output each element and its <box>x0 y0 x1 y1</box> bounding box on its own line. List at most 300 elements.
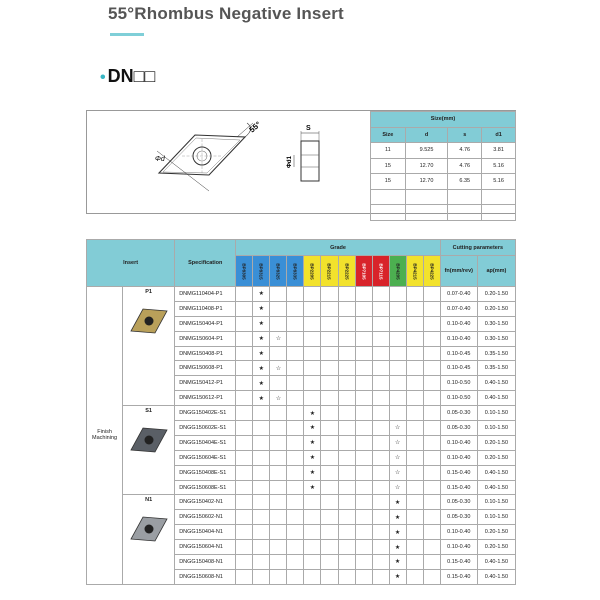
grade-mark-cell: ☆ <box>389 480 406 495</box>
grade-mark-cell <box>372 555 389 570</box>
specification-header: Specification <box>175 240 236 287</box>
grade-mark-cell <box>423 435 440 450</box>
grade-mark-cell <box>355 421 372 436</box>
grade-mark-cell <box>406 555 423 570</box>
grade-mark-cell: ★ <box>304 465 321 480</box>
specification-cell: DNGG150602E-S1 <box>175 421 236 436</box>
grade-mark-cell <box>355 450 372 465</box>
grade-mark-cell <box>338 495 355 510</box>
grade-mark-cell <box>304 495 321 510</box>
grade-mark-cell <box>389 376 406 391</box>
grade-mark-cell: ★ <box>389 555 406 570</box>
grade-mark-cell <box>321 301 338 316</box>
grade-mark-cell <box>355 569 372 584</box>
grade-mark-cell <box>355 540 372 555</box>
table-row <box>87 495 516 510</box>
grade-mark-cell <box>321 435 338 450</box>
grade-mark-cell <box>253 435 270 450</box>
grade-mark-cell <box>372 450 389 465</box>
grade-mark-cell <box>423 555 440 570</box>
grade-mark-cell: ★ <box>304 480 321 495</box>
specification-cell: DNGG150608E-S1 <box>175 480 236 495</box>
grade-mark-cell <box>270 316 287 331</box>
grade-mark-cell <box>372 376 389 391</box>
grade-mark-cell <box>321 361 338 376</box>
grade-mark-cell <box>287 376 304 391</box>
grade-mark-cell <box>338 287 355 302</box>
grade-mark-cell <box>253 569 270 584</box>
table-row <box>371 205 516 221</box>
grade-column-header <box>389 256 406 287</box>
grade-mark-cell <box>423 540 440 555</box>
grade-mark-cell <box>423 465 440 480</box>
grade-mark-cell: ☆ <box>270 361 287 376</box>
grade-mark-cell <box>338 435 355 450</box>
grade-mark-cell <box>236 525 253 540</box>
grade-mark-cell <box>389 287 406 302</box>
grade-mark-cell <box>406 510 423 525</box>
grade-mark-cell <box>389 406 406 421</box>
grade-mark-cell <box>304 287 321 302</box>
grade-name: BP2225 <box>344 262 350 280</box>
grade-mark-cell <box>406 435 423 450</box>
grade-mark-cell <box>338 421 355 436</box>
section-title <box>100 66 155 87</box>
grade-mark-cell <box>236 569 253 584</box>
grade-mark-cell: ★ <box>304 435 321 450</box>
grade-mark-cell <box>321 480 338 495</box>
insert-group-cell <box>123 287 175 406</box>
insert-group-label: S1 <box>145 408 152 415</box>
grade-mark-cell <box>287 435 304 450</box>
grade-mark-cell: ☆ <box>389 465 406 480</box>
table-row <box>371 174 516 190</box>
ap-cell: 0.20-1.50 <box>477 435 515 450</box>
grade-mark-cell <box>338 316 355 331</box>
fn-cell: 0.07-0.40 <box>440 301 477 316</box>
grade-mark-cell <box>389 316 406 331</box>
grade-mark-cell <box>287 361 304 376</box>
grade-mark-cell <box>338 510 355 525</box>
table-row <box>371 143 516 159</box>
grade-mark-cell <box>270 525 287 540</box>
grade-mark-cell <box>355 435 372 450</box>
grade-mark-cell <box>406 525 423 540</box>
specification-cell: DNGG150402E-S1 <box>175 406 236 421</box>
grade-column-header <box>287 256 304 287</box>
grade-mark-cell <box>236 331 253 346</box>
grade-mark-cell <box>236 555 253 570</box>
grade-mark-cell <box>236 540 253 555</box>
grade-mark-cell <box>253 540 270 555</box>
grade-mark-cell <box>270 510 287 525</box>
grade-mark-cell <box>304 361 321 376</box>
grade-mark-cell <box>287 421 304 436</box>
grade-mark-cell <box>270 287 287 302</box>
fn-cell: 0.10-0.40 <box>440 435 477 450</box>
ap-cell: 0.10-1.50 <box>477 495 515 510</box>
section-title-text: DN□□ <box>107 66 156 86</box>
grade-mark-cell <box>389 301 406 316</box>
fn-header: fn(mm/rev) <box>440 256 477 287</box>
grade-mark-cell <box>253 510 270 525</box>
ap-cell: 0.10-1.50 <box>477 510 515 525</box>
grade-mark-cell <box>287 346 304 361</box>
size-table-column-header: Size <box>371 127 406 143</box>
bullet-icon: • <box>100 69 106 86</box>
size-table-header: Size(mm) <box>371 112 516 128</box>
grade-mark-cell <box>287 555 304 570</box>
grade-name: BP8335 <box>293 262 299 280</box>
grade-name: BP7115 <box>378 262 384 280</box>
specification-cell: DNMG150612-P1 <box>175 391 236 406</box>
grade-mark-cell <box>423 510 440 525</box>
grade-mark-cell <box>304 391 321 406</box>
table-row <box>87 406 516 421</box>
page-title: 55°Rhombus Negative Insert <box>108 4 344 23</box>
s-label: S <box>306 125 311 132</box>
grade-mark-cell <box>321 465 338 480</box>
ap-cell: 0.10-1.50 <box>477 421 515 436</box>
grade-mark-cell: ☆ <box>270 391 287 406</box>
ap-cell: 0.40-1.50 <box>477 391 515 406</box>
grade-mark-cell <box>270 495 287 510</box>
grade-mark-cell <box>355 301 372 316</box>
grade-mark-cell <box>253 555 270 570</box>
grade-mark-cell: ★ <box>389 525 406 540</box>
grade-mark-cell <box>372 525 389 540</box>
grade-mark-cell <box>355 510 372 525</box>
grade-mark-cell <box>338 465 355 480</box>
fn-cell: 0.15-0.40 <box>440 555 477 570</box>
grade-mark-cell <box>423 346 440 361</box>
angle-label: 55° <box>247 119 263 135</box>
grade-mark-cell: ★ <box>389 495 406 510</box>
grade-mark-cell <box>236 301 253 316</box>
fn-cell: 0.10-0.40 <box>440 525 477 540</box>
machining-category-line: Finish <box>97 429 112 436</box>
specification-cell: DNMG150604-P1 <box>175 331 236 346</box>
grade-mark-cell <box>355 287 372 302</box>
grade-mark-cell <box>287 287 304 302</box>
grade-column-header <box>270 256 287 287</box>
grade-mark-cell <box>355 495 372 510</box>
fn-cell: 0.10-0.50 <box>440 376 477 391</box>
specification-cell: DNMG150404-P1 <box>175 316 236 331</box>
specification-cell: DNGG150404E-S1 <box>175 435 236 450</box>
grade-mark-cell <box>321 316 338 331</box>
specification-cell: DNGG150402-N1 <box>175 495 236 510</box>
dimension-frame <box>86 110 516 214</box>
grade-mark-cell <box>338 406 355 421</box>
grade-name: BP4215 <box>412 262 418 280</box>
grade-mark-cell <box>304 510 321 525</box>
grade-mark-cell <box>338 540 355 555</box>
grade-mark-cell <box>236 376 253 391</box>
grade-column-header <box>253 256 270 287</box>
size-table-column-header: s <box>448 127 482 143</box>
size-table-cell: 12.70 <box>405 158 448 174</box>
grade-mark-cell: ☆ <box>389 450 406 465</box>
grade-mark-cell <box>338 480 355 495</box>
grade-mark-cell: ★ <box>253 331 270 346</box>
fn-cell: 0.10-0.40 <box>440 540 477 555</box>
grade-mark-cell <box>321 376 338 391</box>
size-table-empty-cell <box>448 205 482 221</box>
grade-mark-cell <box>270 421 287 436</box>
grade-mark-cell <box>304 525 321 540</box>
ap-cell: 0.35-1.50 <box>477 346 515 361</box>
size-table-cell: 12.70 <box>405 174 448 190</box>
fn-cell: 0.10-0.40 <box>440 450 477 465</box>
grade-mark-cell <box>236 287 253 302</box>
grade-mark-cell <box>321 510 338 525</box>
grade-mark-cell <box>423 376 440 391</box>
grade-mark-cell <box>270 555 287 570</box>
grade-mark-cell <box>389 346 406 361</box>
grade-mark-cell <box>389 361 406 376</box>
side-view <box>301 141 319 181</box>
ap-cell: 0.30-1.50 <box>477 316 515 331</box>
grade-mark-cell: ★ <box>253 346 270 361</box>
grade-mark-cell <box>253 525 270 540</box>
grade-mark-cell <box>236 450 253 465</box>
grade-mark-cell <box>338 346 355 361</box>
size-table-empty-cell <box>448 189 482 205</box>
specification-cell: DNMG110404-P1 <box>175 287 236 302</box>
grade-mark-cell <box>355 555 372 570</box>
grade-header: Grade <box>236 240 440 256</box>
grade-mark-cell <box>355 525 372 540</box>
size-table-cell: 9.525 <box>405 143 448 159</box>
grade-mark-cell <box>287 331 304 346</box>
grade-mark-cell <box>372 406 389 421</box>
grade-mark-cell <box>287 525 304 540</box>
grade-mark-cell <box>406 391 423 406</box>
machining-category <box>87 287 123 585</box>
size-table-cell: 15 <box>371 158 406 174</box>
grade-mark-cell <box>321 406 338 421</box>
grade-mark-cell <box>321 450 338 465</box>
insert-photo-icon <box>127 509 171 549</box>
size-table-cell: 6.35 <box>448 174 482 190</box>
grade-column-header <box>236 256 253 287</box>
specification-cell: DNGG150408E-S1 <box>175 465 236 480</box>
fn-cell: 0.05-0.30 <box>440 510 477 525</box>
grade-column-header <box>304 256 321 287</box>
ap-cell: 0.40-1.50 <box>477 555 515 570</box>
ap-header: ap(mm) <box>477 256 515 287</box>
size-table-empty-cell <box>371 189 406 205</box>
grade-mark-cell <box>389 391 406 406</box>
size-table-cell: 15 <box>371 174 406 190</box>
grade-mark-cell <box>406 346 423 361</box>
grade-name: BP4225 <box>429 262 435 280</box>
grade-mark-cell <box>304 331 321 346</box>
grade-mark-cell <box>372 301 389 316</box>
fn-cell: 0.10-0.50 <box>440 391 477 406</box>
grade-mark-cell <box>270 346 287 361</box>
specification-cell: DNGG150404-N1 <box>175 525 236 540</box>
specification-cell: DNGG150604-N1 <box>175 540 236 555</box>
grade-mark-cell <box>423 331 440 346</box>
size-table-cell: 5.16 <box>482 174 516 190</box>
grade-mark-cell: ☆ <box>389 421 406 436</box>
title-underline <box>110 33 144 36</box>
fn-cell: 0.15-0.40 <box>440 480 477 495</box>
grade-mark-cell <box>423 480 440 495</box>
insert-group-label: N1 <box>145 497 153 504</box>
grade-mark-cell <box>406 316 423 331</box>
grade-mark-cell: ★ <box>253 391 270 406</box>
grade-mark-cell <box>372 495 389 510</box>
grade-mark-cell <box>372 569 389 584</box>
grade-mark-cell <box>372 391 389 406</box>
grade-mark-cell <box>423 421 440 436</box>
grade-mark-cell: ★ <box>253 287 270 302</box>
grade-mark-cell: ★ <box>304 450 321 465</box>
grade-mark-cell <box>406 480 423 495</box>
grade-mark-cell <box>287 316 304 331</box>
grade-mark-cell <box>304 555 321 570</box>
grade-mark-cell <box>372 421 389 436</box>
grade-mark-cell <box>253 421 270 436</box>
ap-cell: 0.20-1.50 <box>477 450 515 465</box>
grade-mark-cell <box>287 450 304 465</box>
grade-mark-cell <box>321 540 338 555</box>
grade-mark-cell <box>304 540 321 555</box>
grade-mark-cell <box>355 391 372 406</box>
cutting-parameters-header: Cutting parameters <box>440 240 515 256</box>
grade-mark-cell <box>423 525 440 540</box>
grade-mark-cell <box>321 391 338 406</box>
d1-label: Φd1 <box>287 156 293 168</box>
grade-table <box>86 239 516 585</box>
grade-mark-cell <box>287 480 304 495</box>
grade-mark-cell <box>338 450 355 465</box>
table-row <box>371 189 516 205</box>
grade-mark-cell <box>355 406 372 421</box>
grade-mark-cell <box>236 391 253 406</box>
grade-mark-cell <box>287 540 304 555</box>
ap-cell: 0.10-1.50 <box>477 406 515 421</box>
grade-mark-cell <box>253 406 270 421</box>
grade-mark-cell <box>270 435 287 450</box>
ap-cell: 0.40-1.50 <box>477 465 515 480</box>
insert-group-label: P1 <box>145 289 152 295</box>
grade-mark-cell <box>423 569 440 584</box>
grade-mark-cell <box>406 465 423 480</box>
grade-mark-cell <box>270 301 287 316</box>
insert-group-cell <box>123 406 175 495</box>
grade-mark-cell <box>372 510 389 525</box>
grade-mark-cell <box>372 331 389 346</box>
grade-mark-cell <box>406 376 423 391</box>
grade-mark-cell <box>406 287 423 302</box>
size-table-column-header: d1 <box>482 127 516 143</box>
insert-drawing <box>87 111 371 213</box>
insert-photo-icon <box>127 301 171 341</box>
grade-mark-cell <box>287 301 304 316</box>
grade-mark-cell <box>423 391 440 406</box>
size-table-cell: 4.76 <box>448 158 482 174</box>
grade-mark-cell <box>236 361 253 376</box>
grade-mark-cell <box>372 465 389 480</box>
grade-mark-cell <box>304 569 321 584</box>
grade-name: BP2215 <box>327 262 333 280</box>
grade-mark-cell <box>372 540 389 555</box>
ap-cell: 0.20-1.50 <box>477 540 515 555</box>
grade-mark-cell <box>372 480 389 495</box>
grade-mark-cell <box>270 450 287 465</box>
size-table-cell: 4.76 <box>448 143 482 159</box>
grade-mark-cell <box>355 331 372 346</box>
ap-cell: 0.20-1.50 <box>477 301 515 316</box>
specification-cell: DNMG150408-P1 <box>175 346 236 361</box>
grade-mark-cell: ★ <box>304 421 321 436</box>
grade-mark-cell <box>253 495 270 510</box>
grade-mark-cell <box>406 301 423 316</box>
grade-column-header <box>423 256 440 287</box>
grade-column-header <box>321 256 338 287</box>
grade-mark-cell <box>321 495 338 510</box>
grade-mark-cell <box>423 495 440 510</box>
grade-mark-cell <box>270 465 287 480</box>
size-table-cell: 3.81 <box>482 143 516 159</box>
table-row <box>371 158 516 174</box>
d-dimension-line <box>157 151 209 191</box>
grade-name: BP8325 <box>276 262 282 280</box>
grade-mark-cell: ☆ <box>270 331 287 346</box>
grade-mark-cell <box>338 361 355 376</box>
grade-mark-cell <box>236 495 253 510</box>
fn-cell: 0.05-0.30 <box>440 406 477 421</box>
grade-mark-cell <box>355 376 372 391</box>
grade-mark-cell <box>304 346 321 361</box>
ap-cell: 0.40-1.50 <box>477 569 515 584</box>
grade-mark-cell <box>236 480 253 495</box>
specification-cell: DNGG150602-N1 <box>175 510 236 525</box>
insert-group-cell <box>123 495 175 584</box>
grade-mark-cell <box>253 465 270 480</box>
grade-mark-cell <box>423 361 440 376</box>
grade-mark-cell <box>338 301 355 316</box>
specification-cell: DNGG150608-N1 <box>175 569 236 584</box>
ap-cell: 0.20-1.50 <box>477 525 515 540</box>
grade-mark-cell: ★ <box>389 510 406 525</box>
fn-cell: 0.10-0.45 <box>440 361 477 376</box>
grade-mark-cell <box>236 346 253 361</box>
grade-mark-cell <box>355 480 372 495</box>
grade-mark-cell: ★ <box>304 406 321 421</box>
grade-column-header <box>338 256 355 287</box>
ap-cell: 0.40-1.50 <box>477 480 515 495</box>
grade-mark-cell <box>406 450 423 465</box>
grade-name: BP4205 <box>395 262 401 280</box>
grade-mark-cell <box>355 316 372 331</box>
specification-cell: DNGG150604E-S1 <box>175 450 236 465</box>
grade-mark-cell <box>321 525 338 540</box>
size-table-empty-cell <box>405 189 448 205</box>
grade-mark-cell <box>372 346 389 361</box>
grade-mark-cell <box>236 510 253 525</box>
ap-cell: 0.30-1.50 <box>477 331 515 346</box>
fn-cell: 0.15-0.40 <box>440 465 477 480</box>
grade-mark-cell: ★ <box>253 376 270 391</box>
grade-mark-cell <box>423 450 440 465</box>
grade-name: BP7105 <box>361 262 367 280</box>
grade-column-header <box>355 256 372 287</box>
